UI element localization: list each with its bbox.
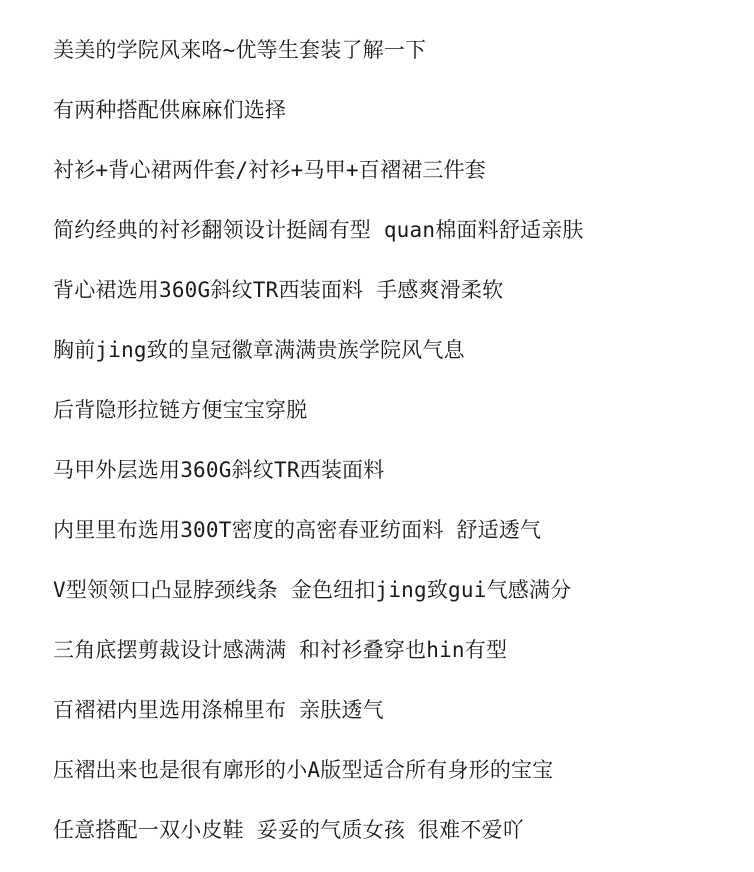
text-line-1: 美美的学院风来咯~优等生套装了解一下: [53, 38, 427, 62]
text-line-4: 简约经典的衬衫翻领设计挺阔有型 quan棉面料舒适亲肤: [53, 218, 584, 242]
text-line-3: 衬衫+背心裙两件套/衬衫+马甲+百褶裙三件套: [53, 158, 486, 182]
text-line-11: 三角底摆剪裁设计感满满 和衬衫叠穿也hin有型: [53, 638, 508, 662]
text-line-10: V型领领口凸显脖颈线条 金色纽扣jing致gui气感满分: [53, 578, 572, 602]
text-line-13: 压褶出来也是很有廓形的小A版型适合所有身形的宝宝: [53, 758, 554, 782]
text-line-6: 胸前jing致的皇冠徽章满满贵族学院风气息: [53, 338, 465, 362]
text-line-2: 有两种搭配供麻麻们选择: [53, 98, 287, 122]
text-line-5: 背心裙选用360G斜纹TR西装面料 手感爽滑柔软: [53, 278, 504, 302]
product-description: [53, 32, 744, 872]
text-line-12: 百褶裙内里选用涤棉里布 亲肤透气: [53, 698, 384, 722]
text-line-9: 内里里布选用300T密度的高密春亚纺面料 舒适透气: [53, 518, 542, 542]
text-line-8: 马甲外层选用360G斜纹TR西装面料: [53, 458, 385, 482]
text-line-7: 后背隐形拉链方便宝宝穿脱: [53, 398, 308, 422]
text-line-14: 任意搭配一双小皮鞋 妥妥的气质女孩 很难不爱吖: [53, 818, 524, 842]
